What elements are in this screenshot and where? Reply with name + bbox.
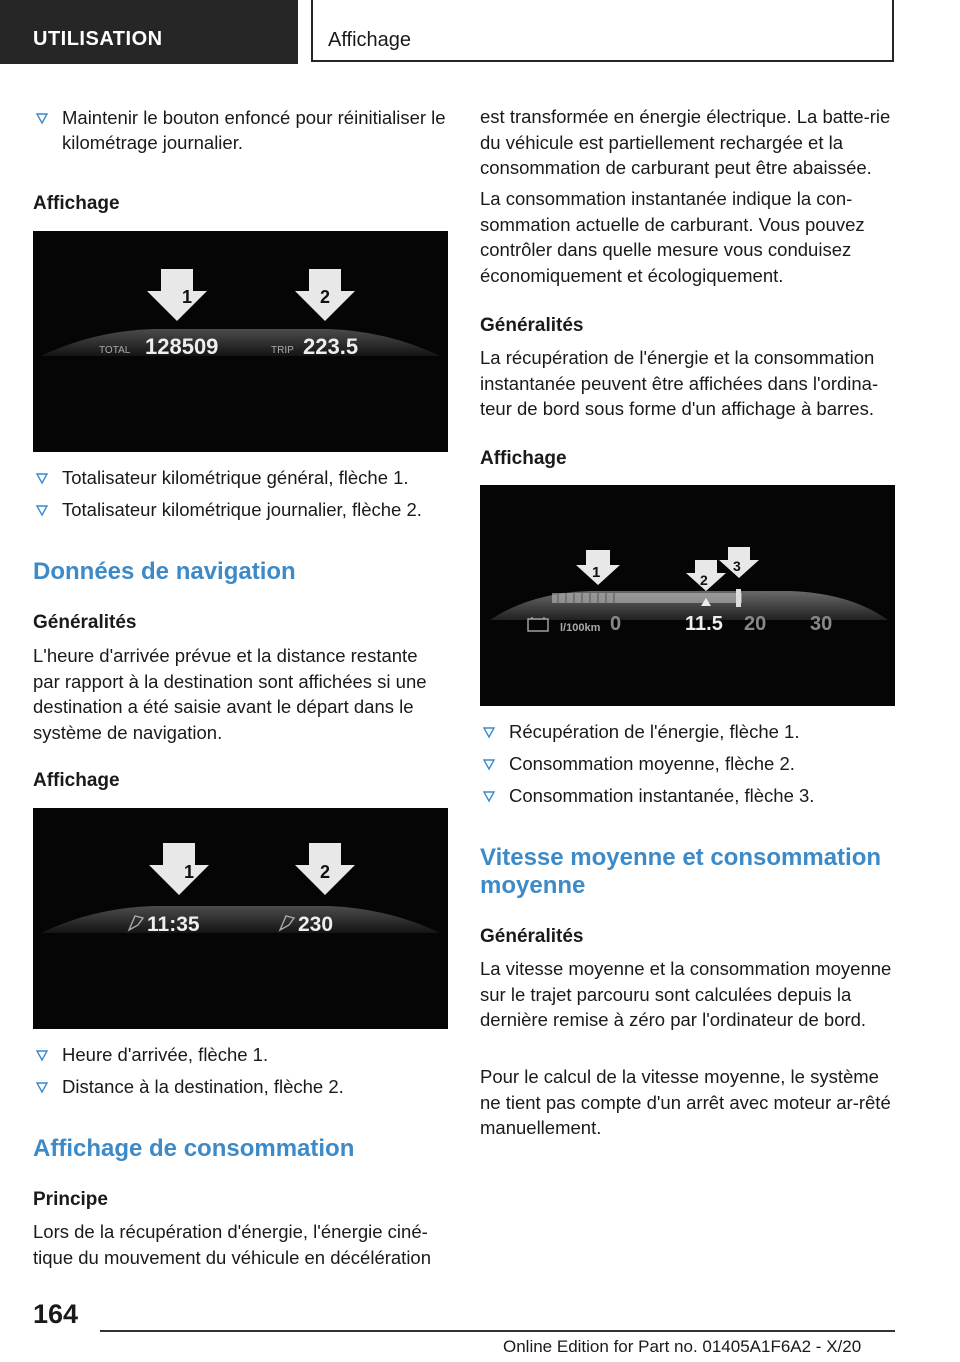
arrow-2-label: 2 (320, 287, 331, 307)
label-affichage-2: Affichage (33, 770, 120, 791)
bullet-conso-2 (480, 751, 895, 776)
label-generalites-1: Généralités (33, 612, 137, 633)
tick-20: 20 (744, 613, 767, 635)
header-title-box (311, 0, 894, 62)
total-value: 128509 (145, 334, 219, 359)
label-generalites-3: Généralités (480, 926, 584, 947)
para-navigation: L'heure d'arrivée prévue et la distance restante par rapport à la destination sont affichées si une destination a été saisie avant le départ dans le système de navigation. (33, 645, 427, 743)
label-affichage-1: Affichage (33, 193, 120, 214)
bullet-nav-1 (33, 1042, 448, 1067)
triangle-bullet-icon (35, 500, 49, 520)
instant-marker (736, 589, 741, 607)
bullet-text: Totalisateur kilométrique général, flèche 1. (62, 467, 409, 488)
para-continued: est transformée en énergie électrique. La batte-rie du véhicule est partiellement rechargée et la consommation de carburant peut être abaissée. (480, 106, 891, 178)
consumption-display (480, 485, 895, 706)
unit-label: l/100km (560, 622, 601, 634)
triangle-bullet-icon (35, 1045, 49, 1065)
para-vitesse: La vitesse moyenne et la consommation moyenne sur le trajet parcouru sont calculées depuis la dernière remise à zéro par l'ordinateur de bord. (480, 958, 892, 1030)
bullet-text: Maintenir le bouton enfoncé pour réinitialiser le kilométrage journalier. (62, 107, 446, 153)
distance-value: 230 (298, 913, 334, 936)
triangle-bullet-icon (482, 722, 496, 742)
arrow-1-label: 1 (592, 564, 601, 581)
header-title: Affichage (328, 29, 412, 51)
heading-navigation: Données de navigation (33, 558, 296, 585)
bullet-text: Récupération de l'énergie, flèche 1. (509, 721, 800, 742)
arrow-2-label: 2 (700, 572, 708, 588)
triangle-bullet-icon (35, 1077, 49, 1097)
consumption-image (480, 485, 895, 706)
bullet-odo-2 (33, 497, 448, 522)
arrival-time-value: 11:35 (147, 913, 200, 936)
triangle-bullet-icon (482, 786, 496, 806)
label-principe: Principe (33, 1189, 108, 1210)
bullet-conso-1 (480, 719, 895, 744)
footer-edition: Online Edition for Part no. 01405A1F6A2 - X/20 (503, 1337, 862, 1356)
footer-divider (100, 1330, 895, 1332)
bullet-nav-2 (33, 1074, 448, 1099)
heading-consumption: Affichage de consommation (33, 1135, 355, 1162)
odometer-display (33, 231, 448, 452)
bullet-conso-3 (480, 783, 895, 808)
arrow-1-shape (149, 843, 209, 895)
bullet-reset (33, 105, 448, 155)
trip-value: 223.5 (303, 334, 359, 359)
tick-0: 0 (610, 613, 622, 635)
para-principe: Lors de la récupération d'énergie, l'énergie ciné-tique du mouvement du véhicule en décélération (33, 1221, 432, 1268)
arrow-1-label: 1 (184, 862, 195, 882)
para-instant: La consommation instantanée indique la con-sommation actuelle de carburant. Vous pouvez contrôler dans quelle mesure vous conduisez économiquement et écologiquement. (480, 188, 865, 286)
label-generalites-2: Généralités (480, 315, 584, 336)
consumption-value: 11.5 (685, 613, 723, 635)
bullet-text: Consommation moyenne, flèche 2. (509, 753, 795, 774)
bullet-odo-1 (33, 465, 448, 490)
triangle-bullet-icon (482, 754, 496, 774)
total-label: TOTAL (99, 345, 131, 356)
label-affichage-3: Affichage (480, 448, 567, 469)
bullet-text: Totalisateur kilométrique journalier, flèche 2. (62, 499, 422, 520)
heading-vitesse: Vitesse moyenne et consommation moyenne (480, 844, 882, 899)
header-section-tab (0, 0, 298, 64)
arrow-3-label: 3 (733, 558, 741, 574)
energy-bar (552, 593, 742, 603)
header-section-label: UTILISATION (33, 28, 163, 50)
bullet-text: Heure d'arrivée, flèche 1. (62, 1044, 269, 1065)
triangle-bullet-icon (35, 108, 49, 128)
para-calcul: Pour le calcul de la vitesse moyenne, le système ne tient pas compte d'un arrêt avec moteur ar-rêté manuellement. (480, 1066, 891, 1138)
navigation-display (33, 808, 448, 1029)
page-number: 164 (33, 1299, 79, 1329)
navigation-image (33, 808, 448, 1029)
tick-30: 30 (810, 613, 833, 635)
bullet-text: Consommation instantanée, flèche 3. (509, 785, 815, 806)
arrow-1-label: 1 (182, 287, 193, 307)
arrow-2-label: 2 (320, 862, 331, 882)
odometer-image (33, 231, 448, 452)
triangle-bullet-icon (35, 468, 49, 488)
para-recuperation: La récupération de l'énergie et la consommation instantanée peuvent être affichées dans l'ordina-teur de bord sous forme d'un affichage à barres. (480, 347, 879, 419)
bullet-text: Distance à la destination, flèche 2. (62, 1076, 344, 1097)
trip-label: TRIP (271, 345, 294, 356)
arrow-1-shape (147, 269, 207, 321)
battery-icon (528, 617, 548, 631)
